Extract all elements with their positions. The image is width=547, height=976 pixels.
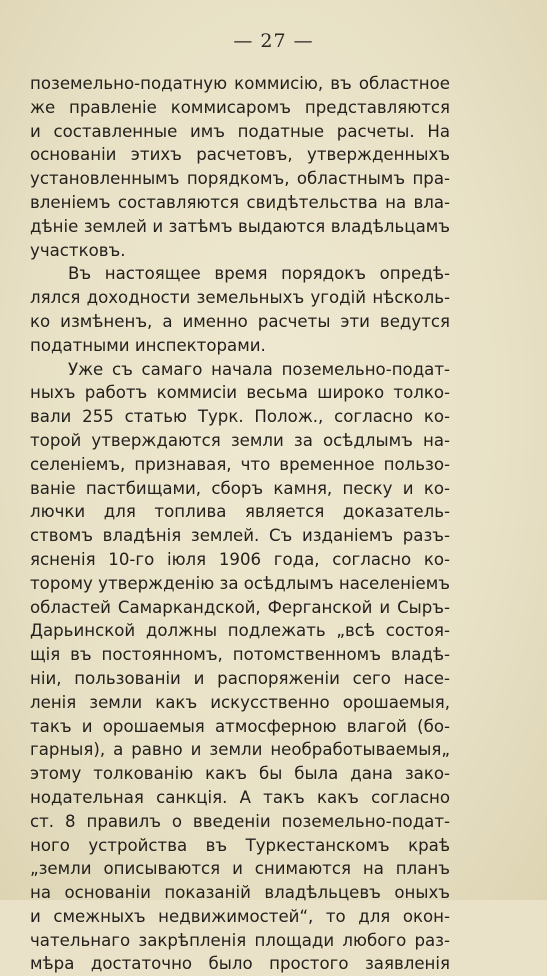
text-line: вали 255 статью Турк. Полож., согласно ко- bbox=[30, 407, 450, 427]
text-line: областей Самаркандской, Ферганской и Сыръ- bbox=[30, 597, 450, 617]
text-line: торому утвержденiю за осѣдлымъ населенiемъ bbox=[30, 573, 450, 593]
text-line: нодательная санкцiя. А такъ какъ согласно bbox=[30, 787, 450, 807]
text-line: вленiемъ составляются свидѣтельства на вла- bbox=[30, 192, 450, 212]
text-line: и составленные имъ податные расчеты. На bbox=[30, 121, 450, 141]
text-line: Дарьинской должны подлежать „всѣ состоя- bbox=[30, 621, 450, 641]
text-line: ко измѣненъ, а именно расчеты эти ведутся bbox=[30, 311, 450, 331]
text-line: основанiи этихъ расчетовъ, утвержденныхъ bbox=[30, 145, 450, 165]
text-line: селенiемъ, признавая, что временное пользо- bbox=[30, 454, 450, 474]
text-line: на основанiи показанiй владѣльцевъ оныхъ bbox=[30, 883, 450, 903]
paragraph-1 bbox=[30, 72, 450, 262]
text-line: ст. 8 правилъ о введенiи поземельно-подат- bbox=[30, 811, 450, 831]
text-line: этому толкованiю какъ бы была дана зако- bbox=[30, 764, 450, 784]
text-line: нiи, пользованiи и распоряженiи сего насе- bbox=[30, 668, 450, 688]
text-line: гарныя), а равно и земли необработываемыя„ bbox=[30, 740, 450, 760]
text-line: Въ настоящее время порядокъ опредѣ- bbox=[68, 264, 450, 284]
text-line: ленiя земли какъ искусственно орошаемыя, bbox=[30, 692, 450, 712]
text-line: дѣнiе землей и затѣмъ выдаются владѣльцамъ bbox=[30, 216, 450, 236]
text-line: ныхъ работъ коммисiи весьма широко толко- bbox=[30, 383, 450, 403]
paragraph-2 bbox=[30, 262, 450, 357]
text-line: и смежныхъ недвижимостей“, то для окон- bbox=[30, 906, 450, 926]
text-line: чательнаго закрѣпленiя площади любого раз- bbox=[30, 930, 450, 950]
text-line: Уже съ самаго начала поземельно-подат- bbox=[68, 359, 450, 379]
page-number: — 27 — bbox=[233, 30, 314, 52]
text-line: щiя въ постоянномъ, потомственномъ владѣ- bbox=[30, 645, 450, 665]
text-line: торой утверждаются земли за осѣдлымъ на- bbox=[30, 430, 450, 450]
text-line: ванiе пастбищами, сборъ камня, песку и ко- bbox=[30, 478, 450, 498]
text-line: поземельно-податную коммисiю, въ областное bbox=[30, 74, 450, 93]
text-line: мѣра достаточно было простого заявленiя bbox=[30, 954, 450, 974]
text-line: такъ и орошаемыя атмосферною влагой (бо- bbox=[30, 716, 450, 736]
text-line: же правленiе коммисаромъ представляются bbox=[30, 97, 450, 117]
paragraph-3 bbox=[30, 358, 450, 976]
text-line: „земли описываются и снимаются на планъ bbox=[30, 859, 450, 879]
body-text bbox=[30, 72, 450, 976]
text-line: ясненiя 10-го iюля 1906 года, согласно ко- bbox=[30, 549, 450, 569]
text-line: участковъ. bbox=[30, 240, 126, 260]
text-line: установленнымъ порядкомъ, областнымъ пра- bbox=[30, 169, 450, 189]
text-line: лючки для топлива является доказатель- bbox=[30, 502, 450, 522]
text-line: лялся доходности земельныхъ угодiй нѣсколь- bbox=[30, 288, 450, 308]
text-line: ствомъ владѣнiя землей. Съ изданiемъ разъ- bbox=[30, 526, 450, 546]
text-line: ного устройства въ Туркестанскомъ краѣ bbox=[30, 835, 450, 855]
text-line: податными инспекторами. bbox=[30, 335, 266, 355]
